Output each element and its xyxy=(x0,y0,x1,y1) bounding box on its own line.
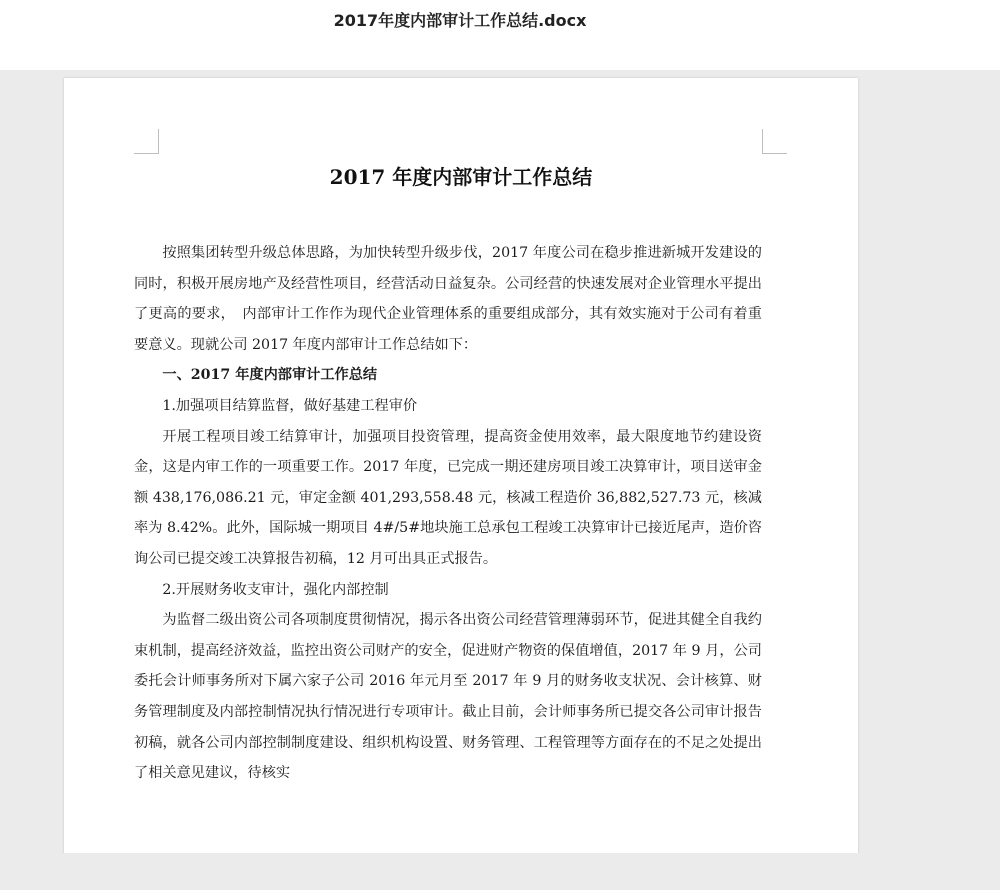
document-body xyxy=(134,238,762,789)
subheading-2: 2.开展财务收支审计，强化内部控制 xyxy=(162,581,389,598)
document-title: 2017 年度内部审计工作总结 xyxy=(329,165,593,189)
file-name: 2017年度内部审计工作总结.docx xyxy=(333,11,587,30)
margin-corner-top-left xyxy=(134,129,159,154)
document-page xyxy=(64,78,858,890)
section-heading: 一、2017 年度内部审计工作总结 xyxy=(162,367,378,384)
paragraph-financial-audit: 为监督二级出资公司各项制度贯彻情况，揭示各出资公司经营管理薄弱环节，促进其健全自我约束机制，提高经济效益，监控出资公司财产的安全，促进财产物资的保值增值，2017 年 9 月，公司委托会计师事务所对下属六家子公司 2016 年元月至 2017 年 9 月的财务收支状况、会计核算、财务管理制度及内部控制情况执行情况进行专项审计。截止目前，会计师事务所已提交各公司审计报告初稿，就各公司内部控制制度建设、组织机构设置、财务管理、工程管理等方面存在的不足之处提出了相关意见建议，待核实 xyxy=(134,612,762,782)
paragraph-intro: 按照集团转型升级总体思路，为加快转型升级步伐，2017 年度公司在稳步推进新城开发建设的同时，积极开展房地产及经营性项目，经营活动日益复杂。公司经营的快速发展对企业管理水平提出了更高的要求， 内部审计工作作为现代企业管理体系的重要组成部分，其有效实施对于公司有着重要意义。现就公司 2017 年度内部审计工作总结如下： xyxy=(134,245,762,353)
document-viewer[interactable] xyxy=(0,70,1000,890)
margin-corner-top-right xyxy=(762,129,787,154)
subheading-1: 1.加强项目结算监督，做好基建工程审价 xyxy=(162,397,418,414)
paragraph-project-audit: 开展工程项目竣工结算审计，加强项目投资管理，提高资金使用效率，最大限度地节约建设资金，这是内审工作的一项重要工作。2017 年度，已完成一期还建房项目竣工决算审计，项目送审金额 438,176,086.21 元，审定金额 401,293,558.48 元，核减工程造价 36,882,527.73 元，核减率为 8.42%。此外，国际城一期项目 4#/5#地块施工总承包工程竣工决算审计已接近尾声，造价咨询公司已提交竣工决算报告初稿，12 月可出具正式报告。 xyxy=(134,428,762,567)
title-bar xyxy=(0,0,1000,70)
bottom-bar xyxy=(0,853,1000,890)
